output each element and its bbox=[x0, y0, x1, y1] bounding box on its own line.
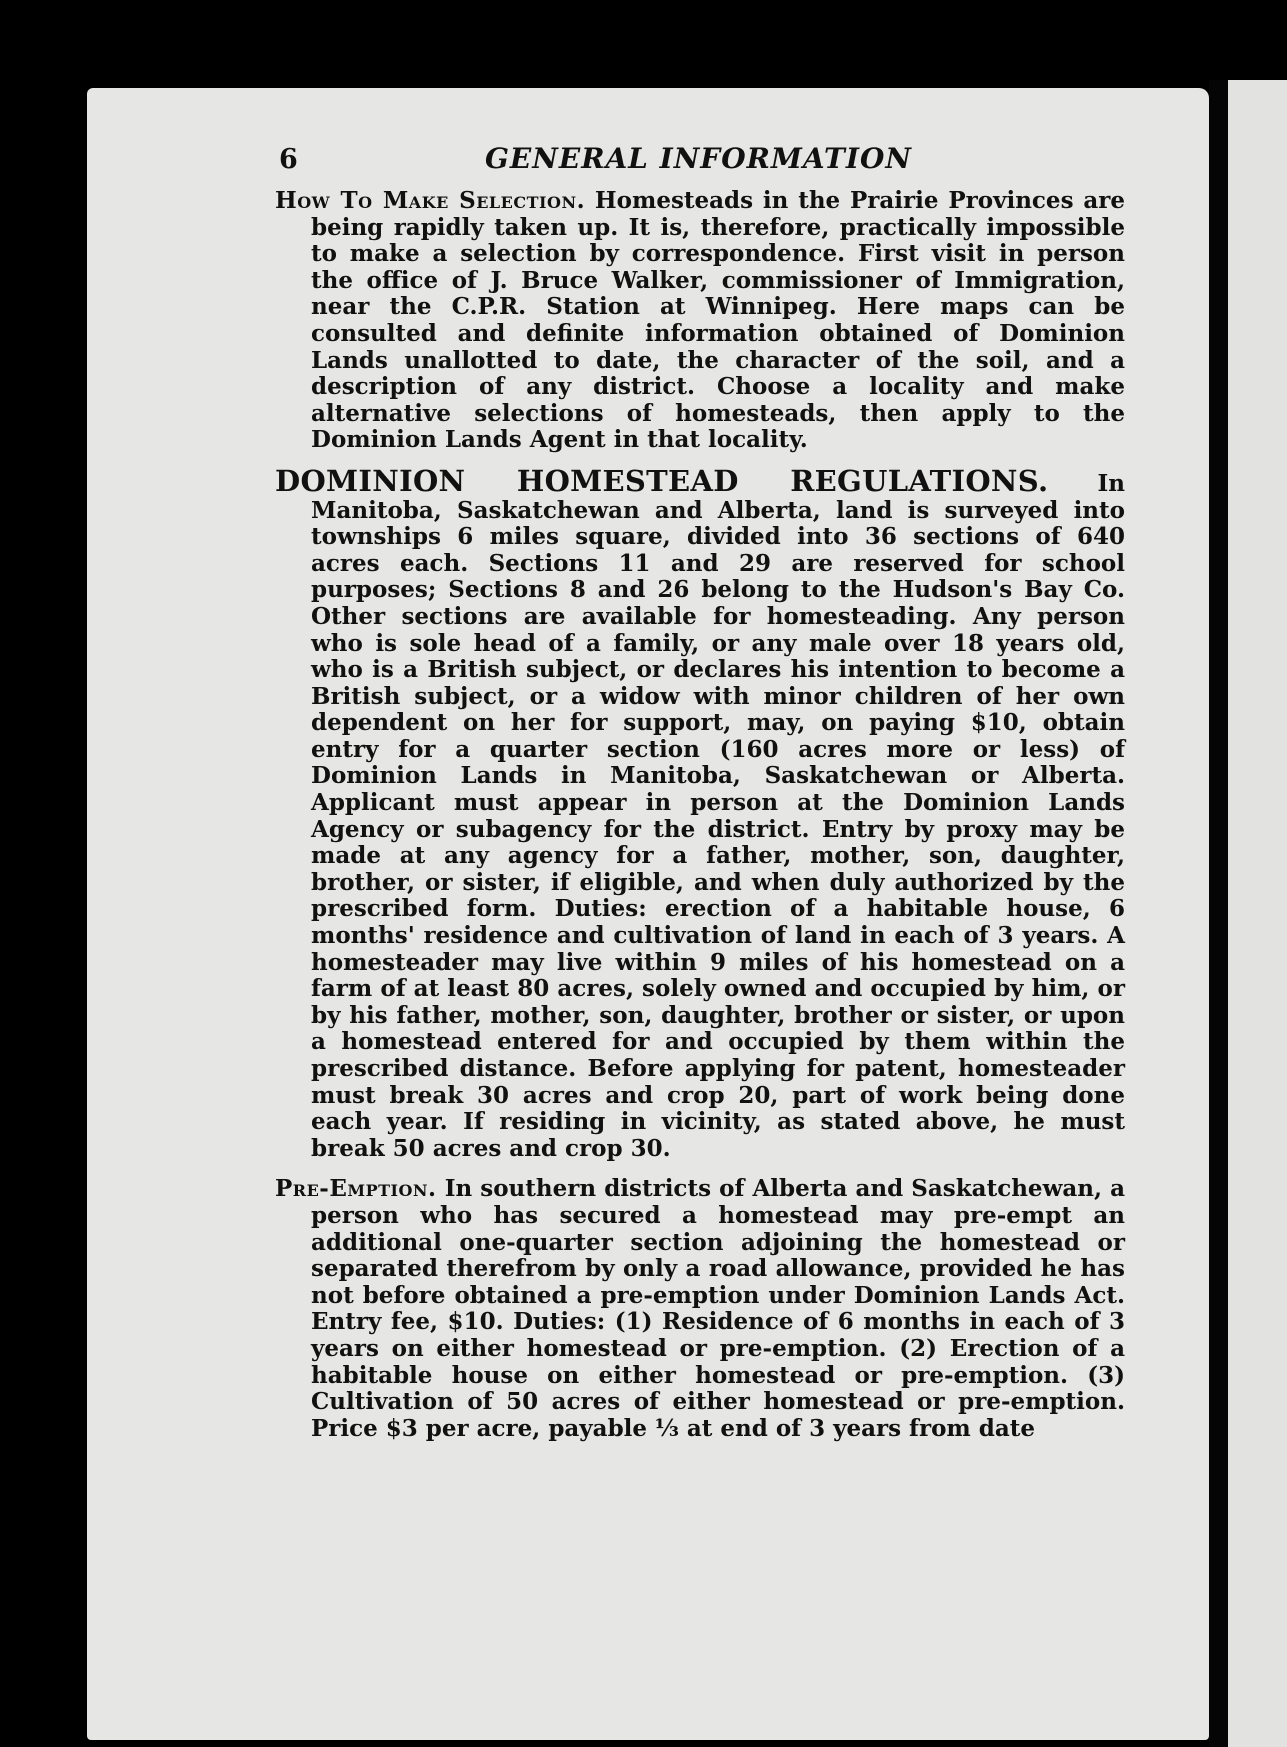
page-header bbox=[275, 140, 1125, 184]
section-body: In Manitoba, Saskatchewan and Alberta, land is surveyed into townships 6 miles square, divided into 36 sections of 640 acres each. Sections 11 and 29 are reserved for school purposes; Sections 8 and 26 belong to the Hudson's Bay Co. Other sections are available for homesteading. Any person who is sole head of a family, or any male over 18 years old, who is a British subject, or declares his intention to become a British subject, or a widow with minor children of her own dependent on her for support, may, on paying $10, obtain entry for a quarter section (160 acres more or less) of Dominion Lands in Manitoba, Saskatchewan or Alberta. Applicant must appear in person at the Dominion Lands Agency or subagency for the district. Entry by proxy may be made at any agency for a father, mother, son, daughter, brother, or sister, if eligible, and when duly authorized by the prescribed form. Duties: erection of a habitable house, 6 months' residence and cultivation of land in each of 3 years. A homesteader may live within 9 miles of his homestead on a farm of at least 80 acres, solely owned and occupied by him, or by his father, mother, son, daughter, brother or sister, or upon a homestead entered for and occupied by them within the prescribed distance. Before applying for patent, homesteader must break 30 acres and crop 20, part of work being done each year. If residing in vicinity, as stated above, he must break 50 acres and crop 30. bbox=[311, 469, 1125, 1162]
page-number: 6 bbox=[279, 144, 298, 175]
section-how-to-make-selection bbox=[275, 188, 1125, 454]
running-head: GENERAL INFORMATION bbox=[485, 142, 912, 175]
section-body: In southern districts of Alberta and Saskatchewan, a person who has secured a homestead may pre-empt an additional one-quarter section adjoining the homestead or separated therefrom by only a road allowance, provided he has not before obtained a pre-emption under Dominion Lands Act. Entry fee, $10. Duties: (1) Residence of 6 months in each of 3 years on either homestead or pre-emption. (2) Erection of a habitable house on either homestead or pre-emption. (3) Cultivation of 50 acres of either homestead or pre-emption. Price $3 per acre, payable ⅓ at end of 3 years from date bbox=[311, 1175, 1125, 1442]
page-content bbox=[275, 140, 1125, 1456]
section-dominion-homestead-regulations bbox=[275, 463, 1125, 1162]
facing-page-edge bbox=[1228, 80, 1287, 1747]
book-gutter bbox=[1209, 80, 1228, 1747]
section-heading: How To Make Selection. bbox=[275, 187, 586, 214]
section-pre-emption bbox=[275, 1176, 1125, 1442]
section-heading: Pre-Emption. bbox=[275, 1175, 437, 1203]
section-heading: DOMINION HOMESTEAD REGULATIONS. bbox=[275, 463, 1049, 498]
section-body: Homesteads in the Prairie Provinces are being rapidly taken up. It is, therefore, practically impossible to make a selection by correspondence. First visit in person the office of J. Bruce Walker, commissioner of Immigration, near the C.P.R. Station at Winnipeg. Here maps can be consulted and definite information obtained of Dominion Lands unallotted to date, the character of the soil, and a description of any district. Choose a locality and make alternative selections of homesteads, then apply to the Dominion Lands Agent in that locality. bbox=[311, 187, 1125, 454]
